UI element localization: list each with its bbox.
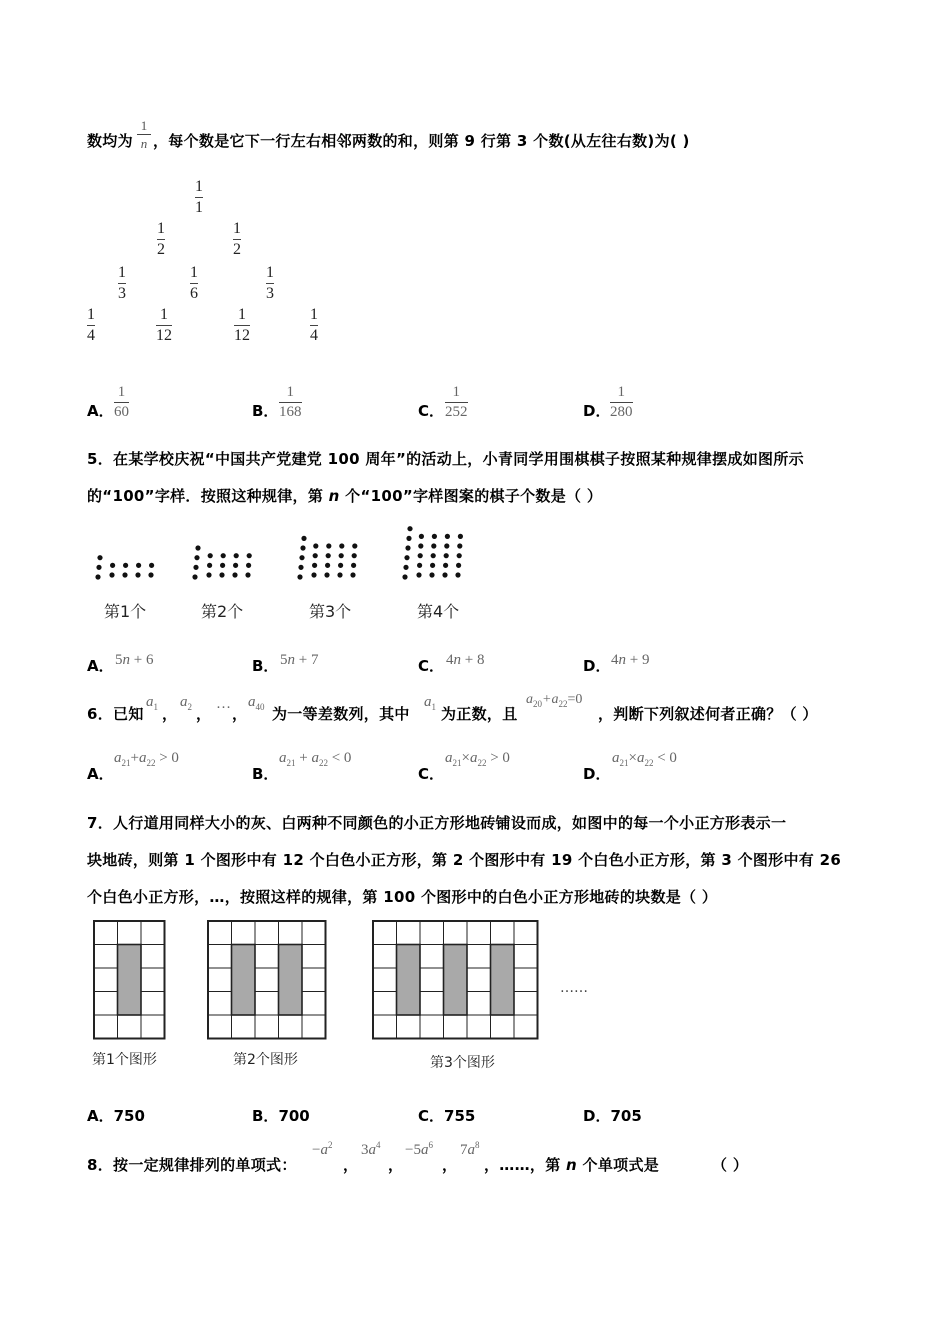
go-stone [312, 563, 317, 568]
go-stone [326, 553, 331, 558]
fraction-bar [445, 402, 468, 403]
q6-condition: $a_{20}+a_{22}=0$ [526, 692, 583, 709]
go-stone [404, 555, 409, 560]
q8-t2 [484, 1154, 659, 1175]
go-stone [299, 555, 304, 560]
floor-tile [491, 945, 515, 1016]
numerator: 1 [266, 264, 274, 281]
option-label: D． [583, 1107, 611, 1125]
numerator: 1 [157, 220, 165, 237]
triangle-fraction [87, 306, 95, 345]
q8-term-2: $3a^4$ [361, 1140, 381, 1158]
go-stone [219, 572, 224, 577]
go-stone [247, 553, 252, 558]
floor-tile [467, 921, 491, 945]
floor-tile [514, 992, 538, 1016]
go-stone [351, 563, 356, 568]
go-stone [313, 553, 318, 558]
go-stone [405, 545, 410, 550]
q5-figure-100-patterns [85, 515, 505, 595]
q8-t3-text: 个单项式是 [577, 1156, 660, 1174]
numerator: 1 [118, 264, 126, 281]
q4-option-c-fraction [445, 384, 468, 421]
q6-option-a-expr: $a_{21}+a_{22} > 0$ [114, 750, 179, 768]
go-stone [298, 565, 303, 570]
floor-tile [279, 921, 303, 945]
q4-option-c-label[interactable]: C． [418, 402, 445, 420]
q4-option-d-label[interactable]: D． [583, 402, 611, 420]
q6-option-a-label[interactable]: A． [87, 765, 114, 783]
q6-option-d-expr: $a_{21}\times a_{22} < 0$ [612, 750, 677, 768]
floor-tile [514, 968, 538, 992]
go-stone [432, 534, 437, 539]
floor-tile [94, 968, 118, 992]
denominator: 12 [156, 327, 172, 344]
go-stone [194, 555, 199, 560]
floor-tile [444, 921, 468, 945]
go-stone [457, 543, 462, 548]
floor-tile [141, 1015, 165, 1039]
q6-t5: 为一等差数列，其中 [272, 705, 410, 723]
floor-tile [420, 921, 444, 945]
q4-option-d-fraction [610, 384, 633, 421]
floor-tile [118, 921, 142, 945]
go-stone [97, 555, 102, 560]
floor-tile [302, 921, 326, 945]
go-stone [325, 563, 330, 568]
floor-tile [302, 968, 326, 992]
floor-tile [302, 945, 326, 969]
option-label: A． [87, 1107, 114, 1125]
go-stone [443, 563, 448, 568]
go-stone [416, 572, 421, 577]
floor-tile [232, 921, 256, 945]
floor-tile [373, 921, 397, 945]
q6-t2: ， [162, 705, 178, 723]
go-stone [192, 574, 197, 579]
q5-option-a-expr: 5n + 6 [115, 652, 154, 668]
floor-tile [373, 945, 397, 969]
numerator: 1 [286, 384, 294, 400]
go-stone [338, 563, 343, 568]
option-value: 755 [444, 1107, 476, 1125]
denominator: 1 [195, 199, 203, 216]
floor-tile [141, 992, 165, 1016]
floor-tile [420, 968, 444, 992]
q7-line3: 个白色小正方形，…，按照这样的规律，第 100 个图形中的白色小正方形地砖的块数是（ ） [87, 888, 718, 906]
q7-line2: 块地砖，则第 1 个图形中有 12 个白色小正方形，第 2 个图形中有 19 个白色小正方形，第 3 个图形中有 26 [87, 851, 842, 869]
q5-option-a-label[interactable]: A． [87, 657, 114, 675]
q5-var-n: n [328, 487, 340, 505]
floor-tile [208, 921, 232, 945]
go-stone [246, 563, 251, 568]
q4-line-post: ，每个数是它下一行左右相邻两数的和，则第 9 行第 3 个数(从左往右数)为( ) [153, 132, 690, 150]
q7-line1: 7．人行道用同样大小的灰、白两种不同颜色的小正方形地砖铺设而成，如图中的每一个小正方形表示一 [87, 814, 787, 832]
q5-option-b-label[interactable]: B． [252, 657, 279, 675]
go-stone [457, 553, 462, 558]
numerator: 1 [617, 384, 625, 400]
q5-caption-4: 第4个 [417, 602, 460, 621]
floor-tile [118, 945, 142, 1016]
q6-t6: 为正数，且 [441, 705, 518, 723]
q5-option-b-expr: 5n + 7 [280, 652, 319, 668]
q6-a40: $a_{40}$ [248, 694, 265, 712]
floor-tile [420, 992, 444, 1016]
q6-ellipsis: … [216, 696, 231, 712]
triangle-fraction [156, 306, 172, 345]
floor-tile [208, 1015, 232, 1039]
q5-caption-2: 第2个 [201, 602, 244, 621]
go-stone [339, 543, 344, 548]
go-stone [350, 572, 355, 577]
q4-inline-fraction [137, 118, 151, 151]
go-stone [403, 565, 408, 570]
go-stone [149, 563, 154, 568]
q6-option-b-label[interactable]: B． [252, 765, 279, 783]
q8-term-4: $7a^8$ [460, 1140, 480, 1158]
denominator: 2 [233, 241, 241, 258]
floor-tile [255, 921, 279, 945]
go-stone [406, 536, 411, 541]
floor-tile [467, 945, 491, 969]
go-stone [444, 543, 449, 548]
go-stone [430, 563, 435, 568]
denominator: 168 [279, 404, 302, 420]
q5-option-d-expr: 4n + 9 [611, 652, 650, 668]
go-stone [337, 572, 342, 577]
floor-tile [302, 992, 326, 1016]
go-stone [193, 565, 198, 570]
q5-line2-a: 的“100”字样．按照这种规律，第 [87, 487, 329, 505]
floor-tile [444, 1015, 468, 1039]
q5-line1: 5．在某学校庆祝“中国共产党建党 100 周年”的活动上，小青同学用围棋棋子按照某种规律摆成如图所示 [87, 450, 804, 468]
floor-tile [514, 921, 538, 945]
floor-tile [444, 945, 468, 1016]
go-stone [123, 563, 128, 568]
go-stone [232, 572, 237, 577]
q4-option-b-fraction [279, 384, 302, 421]
option-label: B． [252, 1107, 279, 1125]
denominator: 4 [87, 327, 95, 344]
go-stone [110, 563, 115, 568]
q6-t3: ， [196, 705, 212, 723]
floor-tile [373, 1015, 397, 1039]
q6-t1: 6．已知 [87, 705, 144, 723]
go-stone [418, 553, 423, 558]
go-stone [195, 545, 200, 550]
fraction-bar [190, 283, 198, 284]
numerator: 1 [238, 306, 246, 323]
q7-tile-figures [90, 918, 550, 1048]
q8-sep-1: ， [343, 1156, 359, 1174]
triangle-fraction [266, 264, 274, 303]
triangle-fraction [234, 306, 250, 345]
triangle-fraction [233, 220, 241, 259]
denominator: 4 [310, 327, 318, 344]
option-label: C． [418, 1107, 445, 1125]
fraction-bar [114, 402, 129, 403]
go-stone [418, 543, 423, 548]
floor-tile [467, 968, 491, 992]
go-stone [208, 553, 213, 558]
floor-tile [279, 1015, 303, 1039]
q6-a1: $a_1$ [146, 694, 158, 712]
triangle-fraction [310, 306, 318, 345]
floor-tile [141, 945, 165, 969]
go-stone [234, 553, 239, 558]
denominator: 280 [610, 404, 633, 420]
q8-paren: （ ） [712, 1156, 749, 1174]
floor-tile [467, 992, 491, 1016]
floor-tile [373, 968, 397, 992]
go-stone [221, 553, 226, 558]
go-stone [352, 543, 357, 548]
q4-line-pre: 数均为 [87, 132, 133, 150]
denominator: 2 [157, 241, 165, 258]
floor-tile [141, 921, 165, 945]
denominator: 60 [114, 404, 129, 420]
fraction-bar [310, 325, 318, 326]
q5-line2 [87, 485, 602, 506]
q8-t1: 8．按一定规律排列的单项式： [87, 1156, 297, 1174]
floor-tile [208, 968, 232, 992]
q7-option-b[interactable] [252, 1105, 310, 1126]
fraction-bar [234, 325, 250, 326]
go-stone [431, 553, 436, 558]
q5-option-c-label[interactable]: C． [418, 657, 445, 675]
q6-t7: ，判断下列叙述何者正确？（ ） [598, 705, 818, 723]
triangle-fraction [118, 264, 126, 303]
fraction-bar [156, 325, 172, 326]
fraction-bar [610, 402, 633, 403]
denominator: 12 [234, 327, 250, 344]
q7-caption-3: 第3个图形 [430, 1055, 495, 1071]
denominator: 3 [266, 285, 274, 302]
go-stone [407, 526, 412, 531]
fraction-bar [195, 197, 203, 198]
go-stone [148, 572, 153, 577]
denominator: 252 [445, 404, 468, 420]
go-stone [326, 543, 331, 548]
floor-tile [141, 968, 165, 992]
floor-tile [420, 1015, 444, 1039]
q5-caption-1: 第1个 [104, 602, 147, 621]
go-stone [455, 572, 460, 577]
fraction-bar [137, 134, 151, 135]
go-stone [419, 534, 424, 539]
go-stone [311, 572, 316, 577]
go-stone [313, 543, 318, 548]
floor-tile [302, 1015, 326, 1039]
q7-option-c[interactable] [418, 1105, 475, 1126]
go-stone [417, 563, 422, 568]
fraction-bar [118, 283, 126, 284]
numerator: 1 [452, 384, 460, 400]
q8-sep-3: ， [442, 1156, 458, 1174]
triangle-fraction [195, 178, 203, 217]
floor-tile [514, 945, 538, 969]
go-stone [109, 572, 114, 577]
floor-tile [94, 1015, 118, 1039]
go-stone [136, 563, 141, 568]
go-stone [96, 565, 101, 570]
numerator: 1 [190, 264, 198, 281]
denominator: 3 [118, 285, 126, 302]
q8-t2-text: ，……，第 [484, 1156, 567, 1174]
go-stone [352, 553, 357, 558]
q8-var-n: n [566, 1156, 578, 1174]
q6-option-d-label[interactable]: D． [583, 765, 611, 783]
go-stone [122, 572, 127, 577]
go-stone [402, 574, 407, 579]
floor-tile [397, 921, 421, 945]
numerator: 1 [310, 306, 318, 323]
floor-tile [491, 1015, 515, 1039]
go-stone [207, 563, 212, 568]
go-stone [206, 572, 211, 577]
go-stone [95, 574, 100, 579]
numerator: 1 [195, 178, 203, 195]
floor-tile [514, 1015, 538, 1039]
floor-tile [255, 992, 279, 1016]
q7-option-d[interactable] [583, 1105, 642, 1126]
floor-tile [94, 921, 118, 945]
floor-tile [373, 992, 397, 1016]
floor-tile [208, 992, 232, 1016]
q4-option-a-fraction [114, 384, 129, 421]
q6-option-b-expr: $a_{21} + a_{22} < 0$ [279, 750, 352, 768]
go-stone [339, 553, 344, 558]
go-stone [135, 572, 140, 577]
go-stone [444, 553, 449, 558]
go-stone [456, 563, 461, 568]
go-stone [220, 563, 225, 568]
go-stone [297, 574, 302, 579]
floor-tile [232, 1015, 256, 1039]
floor-tile [94, 992, 118, 1016]
numerator: 1 [117, 384, 126, 400]
q5-line2-b: 个“100”字样图案的棋子个数是（ ） [339, 487, 603, 505]
floor-tile [255, 1015, 279, 1039]
floor-tile [208, 945, 232, 969]
triangle-fraction [157, 220, 165, 259]
option-value: 700 [278, 1107, 310, 1125]
fraction-bar [157, 239, 165, 240]
go-stone [300, 545, 305, 550]
option-value: 705 [610, 1107, 642, 1125]
floor-tile [279, 945, 303, 1016]
floor-tile [255, 968, 279, 992]
fraction-bar [233, 239, 241, 240]
denominator: n [140, 136, 148, 151]
floor-tile [94, 945, 118, 969]
go-stone [442, 572, 447, 577]
go-stone [233, 563, 238, 568]
denominator: 6 [190, 285, 198, 302]
fraction-bar [266, 283, 274, 284]
q5-option-d-label[interactable]: D． [583, 657, 611, 675]
q6-option-c-label[interactable]: C． [418, 765, 445, 783]
q8-sep-2: ， [388, 1156, 404, 1174]
q5-caption-3: 第3个 [309, 602, 352, 621]
q5-option-c-expr: 4n + 8 [446, 652, 485, 668]
go-stone [458, 534, 463, 539]
numerator: 1 [140, 118, 148, 133]
q6-option-c-expr: $a_{21}\times a_{22} > 0$ [445, 750, 510, 768]
q6-a1b: $a_1$ [424, 694, 436, 712]
numerator: 1 [160, 306, 168, 323]
q4-option-a-label[interactable]: A． [87, 402, 114, 420]
go-stone [445, 534, 450, 539]
go-stone [301, 536, 306, 541]
option-value: 750 [113, 1107, 145, 1125]
q4-option-b-label[interactable]: B． [252, 402, 279, 420]
q8-term-1: $-a^2$ [312, 1140, 333, 1158]
fraction-bar [87, 325, 95, 326]
q6-a2: $a_2$ [180, 694, 192, 712]
numerator: 1 [233, 220, 241, 237]
q7-option-a[interactable] [87, 1105, 145, 1126]
floor-tile [491, 921, 515, 945]
floor-tile [397, 945, 421, 1016]
q8-term-3: $-5a^6$ [405, 1140, 433, 1158]
floor-tile [232, 945, 256, 1016]
floor-tile [118, 1015, 142, 1039]
q7-continuation-dots: …… [560, 980, 588, 996]
q6-t4: ， [232, 705, 248, 723]
numerator: 1 [87, 306, 95, 323]
floor-tile [467, 1015, 491, 1039]
go-stone [324, 572, 329, 577]
fraction-bar [279, 402, 302, 403]
go-stone [431, 543, 436, 548]
go-stone [429, 572, 434, 577]
q7-caption-1: 第1个图形 [92, 1052, 157, 1068]
triangle-fraction [190, 264, 198, 303]
floor-tile [397, 1015, 421, 1039]
go-stone [245, 572, 250, 577]
floor-tile [255, 945, 279, 969]
floor-tile [420, 945, 444, 969]
q7-caption-2: 第2个图形 [233, 1052, 298, 1068]
